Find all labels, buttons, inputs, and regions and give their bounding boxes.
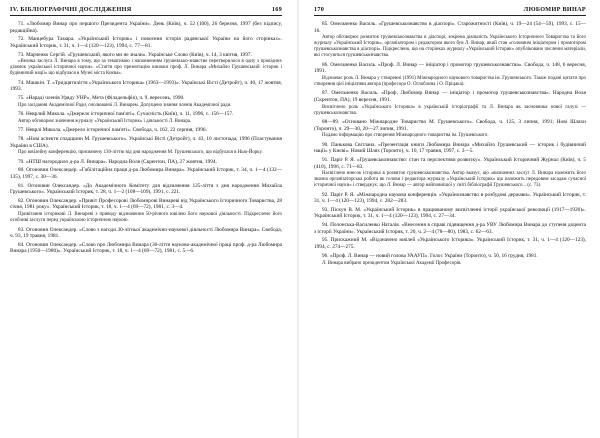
left-running-head [10, 6, 282, 16]
bibliography-entry: 92. Паріг Р. Я. «Міжнародна наукова конференція. «Українознавство в розбудові держави». Український Історик, т. 31, ч. 1—4 (120—123), 1994, с. 282—283. [314, 191, 586, 205]
left-bibliography-list [10, 21, 282, 255]
bibliography-entry: 72. Манцебура Тамара. «Український Історик» і повоєння історія радянської України на його сторінках». Український Історик, т. 31, ч. 1—4 (120—123), 1994, с. 77—81. [10, 36, 282, 49]
bibliography-entry: 88—89. «Основано Міжнародне Товариство М. Грушевського». Свобода, ч. 125, 3 липня, 1991; Нові Шляхи (Торонто), ч. 29—30, 20—27 липня, 1991. [314, 119, 586, 132]
bibliography-entry: 76. Неврлий Микола. «Джерело історичної пам'яті». Сучасність (Київ), ч. 11, 1996, с. 156—157. [18, 111, 234, 118]
left-page [0, 0, 292, 438]
right-running-head [314, 6, 586, 16]
bibliography-entry: 82. Огоновин Олександер. «Привіт Професорові Любомирові Винареві від Українського Історичного Товариства, 28 січня, 1981 року». Український Історик, т. 18, ч. 1—4 (69—72), 1981, с. 3—4. [10, 197, 282, 211]
left-header-title: IV. БІБЛІОГРАФІЧНІ ДОСЛІДЖЕННЯ [10, 6, 132, 13]
bibliography-entry: 80. Огоновин Олександер. «Габілітаційна праця д-ра Любомира Винара». Український Історик, т. 34, ч. 1—4 (132—135), 1997, с. 30—36. [10, 167, 282, 180]
bibliography-entry: 81. Огоновин Олександер. «До Академічного Комітету для відзначення 125-ліття з дня народження Михайла Грушевського». Український Історик, т. 28, ч. 1—2 (108—109), 1991, с. 221. [10, 182, 282, 196]
entry-annotation: Подано інформацію про створення Міжнародного товариства ім. Грушевського. [322, 133, 489, 139]
bibliography-entry: 95. Прискажний М. «Відзначено ювілей «Українського Історика». Український Історик, т. 31, ч. 1—4 (120—123), 1994, с. 274—275. [314, 237, 586, 251]
bibliography-entry: 83. Огоновин Олександер. «Слово з нагоди 30-літньої академічно-наукової діяльності Любомира Винара». Свобода, ч. 93, 19 травня, 1981. [10, 226, 282, 240]
bibliography-entry: 73. Марченко Сергій. «Грушевський, якого ми не знали». Українське Слово (Київ), ч. 14, 3 квітня, 1997. [18, 51, 252, 58]
right-page-number: 170 [314, 6, 325, 13]
entry-annotation: Автор обговорює розвиток грушевськознавства в діаспорі, зокрема діяльність Українського Історичного Товариства та його журналу «Український Історик», організатором і редактором якого був Л. Винар, який став «головним ініціатором і промотором грушевськознавства в діаспорі». Підкреслено, що на сторінках журналу «Український Історик» опубліковано численні матеріали, які стосуються грушевськознавства. [314, 35, 586, 59]
page-gutter [297, 0, 299, 438]
entry-annotation: Л. Винара вибрано президентом Української Академії Професорів. [322, 260, 462, 266]
bibliography-entry: 90. Панькова Світлана. «Презентація книги Любомира Винара «Михайло Грушевський — історик і будівничий нації» у Києві». Новий Шлях (Торонто), ч. 10, 17 травня, 1997, с. 3—5. [314, 141, 586, 155]
entry-annotation: Насвітлено внесок історика в розвиток грушевськознавства. Автор вказує, що «визначних заслуг Л. Винара належить його значна організаторська робота як голови і редактора журналу «Український Історик» що належить передовим засадам сучасної історичної науки» і стверджує, що Л. Винар — автор найповнішої у світі бібліографії Грушевського... (с. 73). [314, 171, 586, 189]
entry-annotation: Відзначає роль Л. Винара у створенні (1991) Міжнародного наукового товариства ім. Грушевського. Також подані цитати про створення цієї ініціативи автора (професора О. Оглоблина і О. Пріцака). [314, 75, 586, 87]
bibliography-entry: 79. «НТШ нагородило д-ра Л. Винара». Народна Воля (Скрентон, ПА), 27 жовтня, 1994. [18, 158, 217, 165]
right-bibliography-list [314, 21, 586, 267]
bibliography-entry: 87. Омельченко Василь. «Проф. Любомир Винар — ініціатор і промотор грушевськознавства». Народна Воля (Скрентон, ПА), 19 вересня, 1991. [314, 90, 586, 103]
right-header-title: ЛЮБОМИР ВИНАР [523, 6, 586, 13]
right-page [304, 0, 596, 438]
bibliography-entry: 84. Огоновин Олександер. «Слово про Любомира Винара (30-ліття науково-академічної праці проф. д-ра Любомира Винара (1950—1980)». Український Історик, т. 18, ч. 1—4 (69—72), 1981, с. 5—6. [10, 241, 282, 255]
entry-annotation: Автор обговорює значення журналу «Український Історик» і діяльності Л. Винара. [18, 118, 192, 124]
entry-annotation: Висвітлено роль «Українського Історика» в українській історіографії та Л. Винара як засновника нової галузі — грушевськознавства. [314, 104, 586, 116]
bibliography-entry: 77. Неврлі Микола. «Джерело історичної пам'яті». Свобода, ч. 162, 22 серпня, 1996. [18, 127, 207, 134]
bibliography-entry: 91. Паріг Р. Я. «Грушевськознавство: стан та перспективи розвитку». Український Історичний Журнал (Київ), ч. 5 (410), 1996, с. 71—83. [314, 156, 586, 170]
bibliography-entry: 74. Машкін. Т. «Тридцятиліття «Українського Історика» (1963—1993)». Українські Вісті (Детройт), ч. 40, 17 жовтня, 1993. [10, 79, 282, 93]
bibliography-entry: 96. «Проф. Л. Винар — новий голова УААУП». Голос України (Торонто), ч. 50, 16 грудня, 1981. [322, 252, 538, 259]
entry-annotation: Про засідання Академічної Ради, очолюваної Л. Винарем. Допущено знання членів Академічної ради. [18, 102, 232, 108]
entry-annotation: «Велика заслуга Л. Винара в тому, що за тематикою і наповненням грушевсько-знавство перетворилося в одну з провідних ділянок української історичної науки». «Стаття про презентацію книжки проф. Л. Винара «Михайло Грушевський: історик і будівничий нації» що відбулася в Музеї міста Києва». [10, 59, 282, 77]
left-page-number: 169 [271, 6, 282, 13]
entry-annotation: Про ювілейну конференцію, присвячену 130-літтю від дня народження М. Грушевського, що відбулася в Нью-Йорку. [18, 150, 263, 156]
bibliography-entry: 94. Полонська-Василенко Наталія. «Внесення в справі підвищення д-ра УВУ Любомира Винара до ступеня доцента з історії України». Український Історик, т. 20, ч. 2—4 (78—80), 1983, с. 62—63. [314, 222, 586, 235]
bibliography-entry: 78. «Нові аспекти спадщини М. Грушевського». Українські Вісті (Детройт), ч. 43, 10 листопада, 1996 (Пластування України в США). [10, 135, 282, 149]
bibliography-entry: 85. Омельченко Василь. «Грушевськознавство в діаспорі». Старожитності (Київ), ч. 19—24 (54—59), 1993, с. 15—16. [314, 21, 586, 34]
bibliography-entry: 93. Піскун В. М. «Український Історик» в працюваному висвітленні історії української революції (1917—1920)». Український Історик, т. 31, ч. 1—4 (120—123), 1994, с. 27—34. [314, 206, 586, 220]
bibliography-entry: 86. Омельченко Василь. «Проф. Л. Винар — ініціатор і промотор грушевськознавства». Свобода, ч. 148, 6 вересня, 1991. [314, 61, 586, 75]
bibliography-entry: 71. «Любомир Винар про першого Президента України». День (Київ), ч. 52 (100), 26 березня, 1997 (без підпису, редакційна). [10, 21, 282, 34]
bibliography-entry: 75. «Нараді членів Уряду УНР», Мета (Філадельфія), ч. 9, вересень, 1990. [18, 94, 185, 101]
entry-annotation: Привітання історикові Л. Винареві з приводу відзначення 50-річного ювілею його наукової діяльності. Підкреслено його особливі заслуги перед українською історичною наукою. [10, 212, 282, 224]
